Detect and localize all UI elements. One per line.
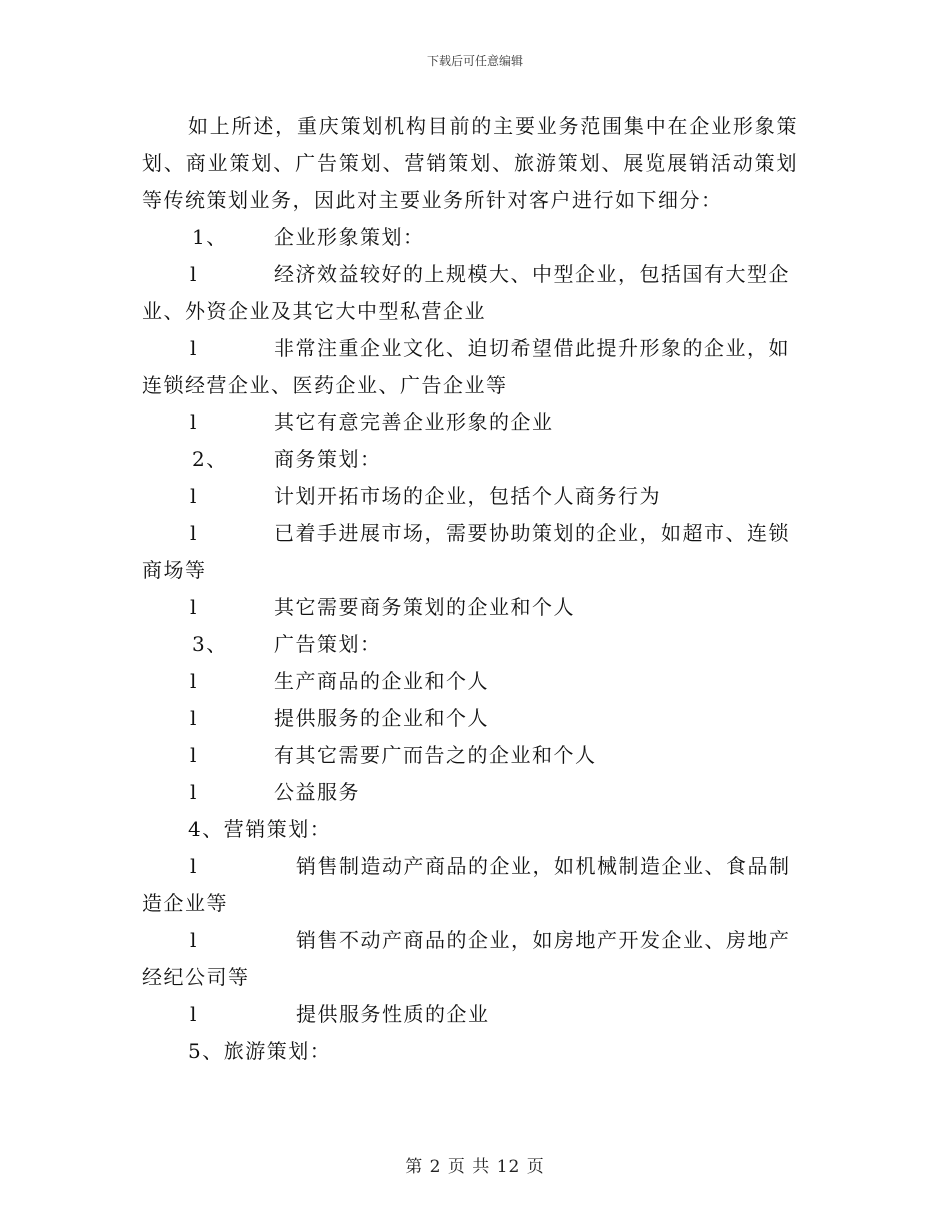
- list-item: [142, 700, 798, 737]
- list-item-continuation: 造企业等: [142, 891, 228, 915]
- intro-line: 等传统策划业务，因此对主要业务所针对客户进行如下细分：: [142, 188, 723, 212]
- intro-line: 划、商业策划、广告策划、营销策划、旅游策划、展览展销活动策划: [142, 151, 798, 175]
- bullet-marker: l: [190, 1002, 198, 1026]
- list-item: [142, 922, 798, 959]
- list-item-text: 生产商品的企业和个人: [274, 669, 489, 693]
- list-item: [142, 737, 798, 774]
- page-header: 下载后可任意编辑: [426, 54, 523, 68]
- list-item: [142, 478, 798, 515]
- list-item-text: 公益服务: [274, 780, 360, 804]
- list-item: [142, 256, 798, 293]
- list-item: [142, 515, 798, 552]
- list-item-text: 提供服务的企业和个人: [274, 706, 489, 730]
- bullet-marker: l: [190, 336, 198, 360]
- list-item-continuation: 连锁经营企业、医药企业、广告企业等: [142, 373, 508, 397]
- list-item-continuation: 业、外资企业及其它大中型私营企业: [142, 299, 486, 323]
- section-heading: [142, 626, 798, 663]
- section-number: 2、: [192, 447, 228, 471]
- list-item-text: 计划开拓市场的企业，包括个人商务行为: [274, 484, 661, 508]
- list-item-continuation: 商场等: [142, 558, 207, 582]
- section-heading: [142, 441, 798, 478]
- section-title: 企业形象策划：: [274, 225, 425, 249]
- list-item-text: 经济效益较好的上规模大、中型企业，包括国有大型企: [274, 262, 790, 286]
- list-item-text: 提供服务性质的企业: [296, 1002, 490, 1026]
- list-item: [142, 848, 798, 885]
- list-item: [142, 774, 798, 811]
- page-footer: 第 2 页 共 12 页: [405, 1157, 545, 1177]
- list-item-text: 有其它需要广而告之的企业和个人: [274, 743, 597, 767]
- document-body: [142, 108, 798, 1070]
- list-item-text: 其它有意完善企业形象的企业: [274, 410, 554, 434]
- bullet-marker: l: [190, 669, 198, 693]
- list-item-text: 销售制造动产商品的企业，如机械制造企业、食品制: [296, 854, 791, 878]
- list-item: [142, 589, 798, 626]
- list-item: [142, 996, 798, 1033]
- section-heading: 5、旅游策划：: [188, 1039, 332, 1063]
- list-item: [142, 404, 798, 441]
- section-heading: 4、营销策划：: [188, 817, 332, 841]
- bullet-marker: l: [190, 780, 198, 804]
- bullet-marker: l: [190, 521, 198, 545]
- bullet-marker: l: [190, 706, 198, 730]
- bullet-marker: l: [190, 854, 198, 878]
- list-item: [142, 330, 798, 367]
- section-title: 商务策划：: [274, 447, 382, 471]
- list-item-text: 非常注重企业文化、迫切希望借此提升形象的企业，如: [274, 336, 790, 360]
- list-item-text: 已着手进展市场，需要协助策划的企业，如超市、连锁: [274, 521, 790, 545]
- bullet-marker: l: [190, 262, 198, 286]
- list-item-text: 其它需要商务策划的企业和个人: [274, 595, 575, 619]
- bullet-marker: l: [190, 410, 198, 434]
- section-number: 3、: [192, 632, 228, 656]
- list-item-text: 销售不动产商品的企业，如房地产开发企业、房地产: [296, 928, 791, 952]
- section-heading: [142, 219, 798, 256]
- section-number: 1、: [192, 225, 228, 249]
- bullet-marker: l: [190, 928, 198, 952]
- bullet-marker: l: [190, 743, 198, 767]
- bullet-marker: l: [190, 595, 198, 619]
- list-item-continuation: 经纪公司等: [142, 965, 250, 989]
- list-item: [142, 663, 798, 700]
- intro-line: 如上所述，重庆策划机构目前的主要业务范围集中在企业形象策: [188, 114, 798, 138]
- bullet-marker: l: [190, 484, 198, 508]
- section-title: 广告策划：: [274, 632, 382, 656]
